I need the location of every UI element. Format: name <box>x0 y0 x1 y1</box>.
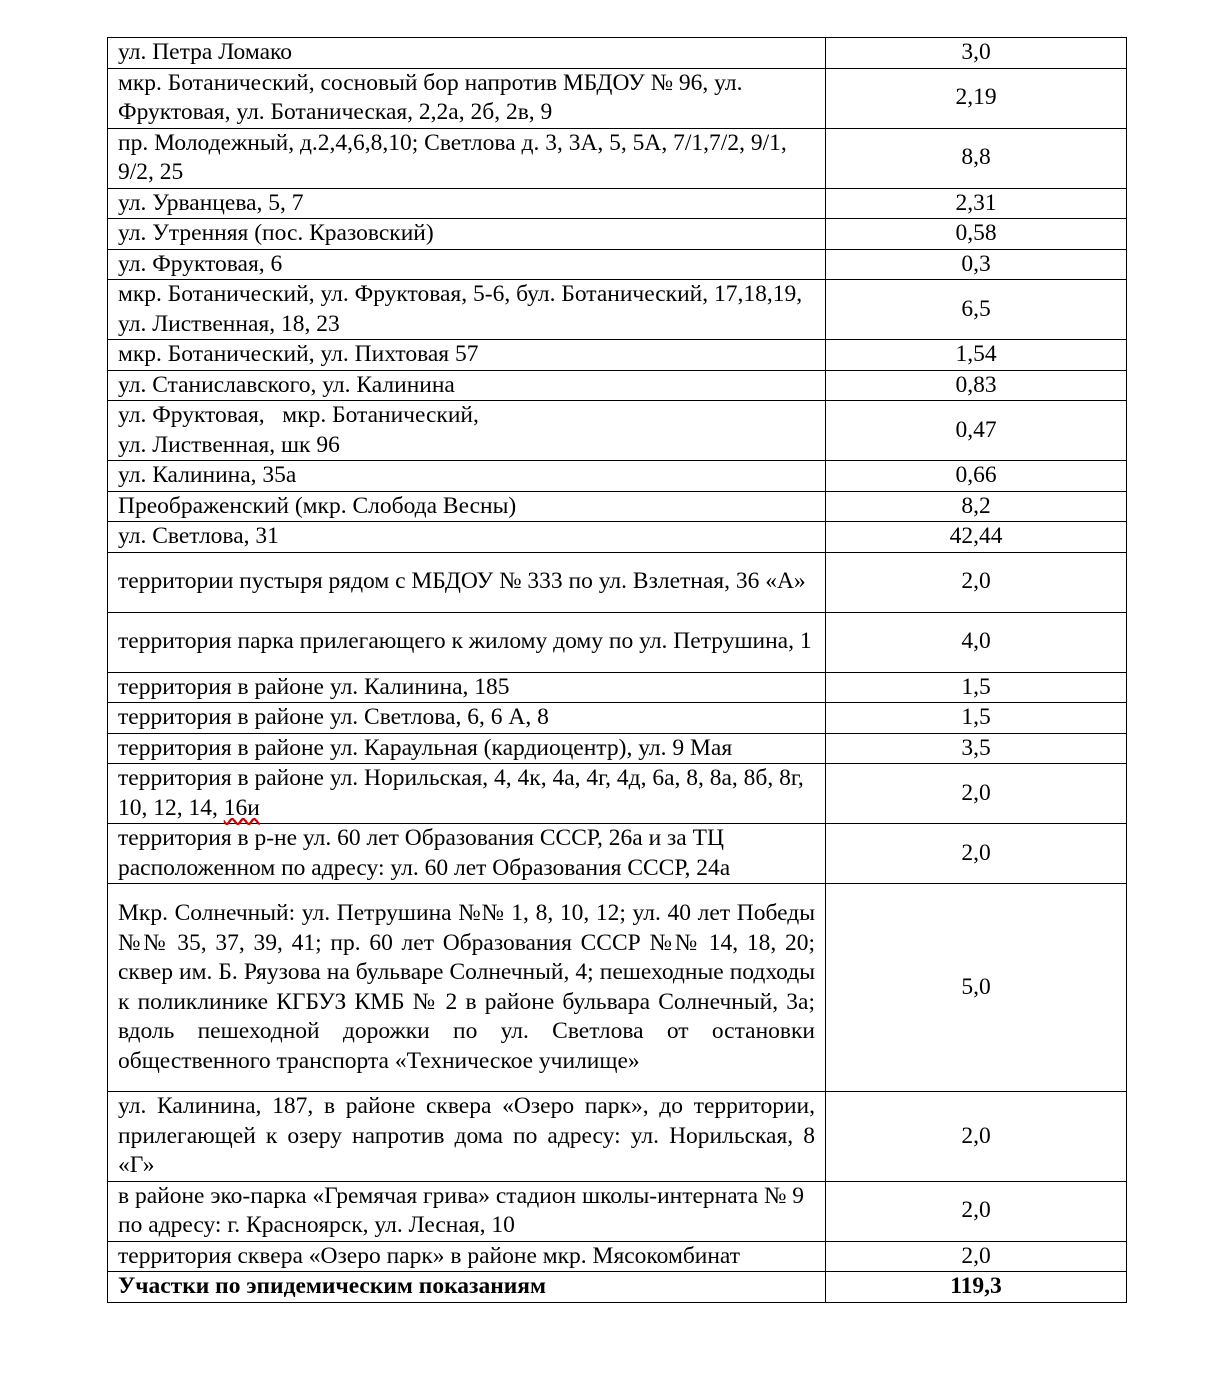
area-cell: 2,19 <box>826 68 1127 128</box>
address-cell: ул. Калинина, 35а <box>108 461 826 492</box>
table-row <box>108 672 1127 703</box>
area-cell: 6,5 <box>826 280 1127 340</box>
total-label: Участки по эпидемическим показаниям <box>108 1272 826 1303</box>
address-line: ул. Фруктовая, мкр. Ботанический, <box>118 402 479 428</box>
area-cell: 3,5 <box>826 733 1127 764</box>
address-cell: ул. Фруктовая, 6 <box>108 249 826 280</box>
table-row <box>108 1241 1127 1272</box>
table-row <box>108 128 1127 188</box>
address-cell <box>108 764 826 824</box>
address-cell: территория в р-не ул. 60 лет Образования СССР, 26а и за ТЦ расположенном по адресу: ул. 60 лет Образования СССР, 24а <box>108 824 826 884</box>
address-cell: пр. Молодежный, д.2,4,6,8,10; Светлова д. 3, 3А, 5, 5А, 7/1,7/2, 9/1, 9/2, 25 <box>108 128 826 188</box>
area-cell: 1,54 <box>826 340 1127 371</box>
area-cell: 3,0 <box>826 38 1127 69</box>
table-row <box>108 764 1127 824</box>
area-cell: 1,5 <box>826 672 1127 703</box>
address-cell: ул. Калинина, 187, в районе сквера «Озеро парк», до территории, прилегающей к озеру напротив дома по адресу: ул. Норильская, 8 «Г» <box>108 1092 826 1182</box>
area-cell: 4,0 <box>826 612 1127 672</box>
table-row <box>108 188 1127 219</box>
area-cell: 42,44 <box>826 522 1127 553</box>
table-row <box>108 491 1127 522</box>
address-cell: территория в районе ул. Караульная (кардиоцентр), ул. 9 Мая <box>108 733 826 764</box>
address-cell: ул. Петра Ломако <box>108 38 826 69</box>
table-row <box>108 884 1127 1092</box>
area-cell: 1,5 <box>826 703 1127 734</box>
area-cell: 0,66 <box>826 461 1127 492</box>
table-row <box>108 38 1127 69</box>
address-cell: территория в районе ул. Калинина, 185 <box>108 672 826 703</box>
address-cell: мкр. Ботанический, сосновый бор напротив МБДОУ № 96, ул. Фруктовая, ул. Ботаническая, 2,2а, 2б, 2в, 9 <box>108 68 826 128</box>
table-row <box>108 249 1127 280</box>
areas-table <box>107 37 1127 1303</box>
area-cell: 2,0 <box>826 1241 1127 1272</box>
area-cell: 0,83 <box>826 370 1127 401</box>
area-cell: 5,0 <box>826 884 1127 1092</box>
table-row <box>108 522 1127 553</box>
address-cell: мкр. Ботанический, ул. Фруктовая, 5-6, бул. Ботанический, 17,18,19, ул. Лиственная, 18, 23 <box>108 280 826 340</box>
table-row <box>108 1092 1127 1182</box>
area-cell: 2,0 <box>826 1092 1127 1182</box>
area-cell: 2,0 <box>826 824 1127 884</box>
total-area: 119,3 <box>826 1272 1127 1303</box>
area-cell: 0,3 <box>826 249 1127 280</box>
address-cell: территория парка прилегающего к жилому дому по ул. Петрушина, 1 <box>108 612 826 672</box>
table-row <box>108 401 1127 461</box>
table-row <box>108 68 1127 128</box>
area-cell: 2,0 <box>826 552 1127 612</box>
table-row <box>108 703 1127 734</box>
address-cell: в районе эко-парка «Гремячая грива» стадион школы-интерната № 9 по адресу: г. Красноярск, ул. Лесная, 10 <box>108 1181 826 1241</box>
area-cell: 8,2 <box>826 491 1127 522</box>
address-cell: ул. Урванцева, 5, 7 <box>108 188 826 219</box>
area-cell: 2,0 <box>826 764 1127 824</box>
table-row <box>108 219 1127 250</box>
area-cell: 0,47 <box>826 401 1127 461</box>
area-cell: 2,31 <box>826 188 1127 219</box>
address-line: ул. Лиственная, шк 96 <box>118 431 340 458</box>
table-row <box>108 552 1127 612</box>
address-cell: Преображенский (мкр. Слобода Весны) <box>108 491 826 522</box>
address-cell: территория сквера «Озеро парк» в районе мкр. Мясокомбинат <box>108 1241 826 1272</box>
spellcheck-flagged-word: 16и <box>223 794 260 821</box>
table-row <box>108 280 1127 340</box>
table-row <box>108 1181 1127 1241</box>
area-cell: 8,8 <box>826 128 1127 188</box>
table-row <box>108 824 1127 884</box>
address-cell: ул. Станиславского, ул. Калинина <box>108 370 826 401</box>
address-cell: Мкр. Солнечный: ул. Петрушина №№ 1, 8, 10, 12; ул. 40 лет Победы №№ 35, 37, 39, 41; пр. 60 лет Образования СССР №№ 14, 18, 20; сквер им. Б. Ряузова на бульваре Солнечный, 4; пешеходные подходы к поликлинике КГБУЗ КМБ № 2 в районе бульвара Солнечный, 3а; вдоль пешеходной дорожки по ул. Светлова от остановки общественного транспорта «Техническое училище» <box>108 884 826 1092</box>
area-cell: 0,58 <box>826 219 1127 250</box>
table-row <box>108 733 1127 764</box>
address-cell: мкр. Ботанический, ул. Пихтовая 57 <box>108 340 826 371</box>
total-row <box>108 1272 1127 1303</box>
address-cell: территории пустыря рядом с МБДОУ № 333 по ул. Взлетная, 36 «А» <box>108 552 826 612</box>
table-row <box>108 340 1127 371</box>
address-cell <box>108 401 826 461</box>
address-cell: территория в районе ул. Светлова, 6, 6 А, 8 <box>108 703 826 734</box>
table-row <box>108 612 1127 672</box>
address-cell: ул. Утренняя (пос. Кразовский) <box>108 219 826 250</box>
address-cell: ул. Светлова, 31 <box>108 522 826 553</box>
area-cell: 2,0 <box>826 1181 1127 1241</box>
address-text: территория в районе ул. Норильская, 4, 4к, 4а, 4г, 4д, 6а, 8, 8а, 8б, 8г, 10, 12, 14, <box>118 765 804 821</box>
table-row <box>108 461 1127 492</box>
table-row <box>108 370 1127 401</box>
